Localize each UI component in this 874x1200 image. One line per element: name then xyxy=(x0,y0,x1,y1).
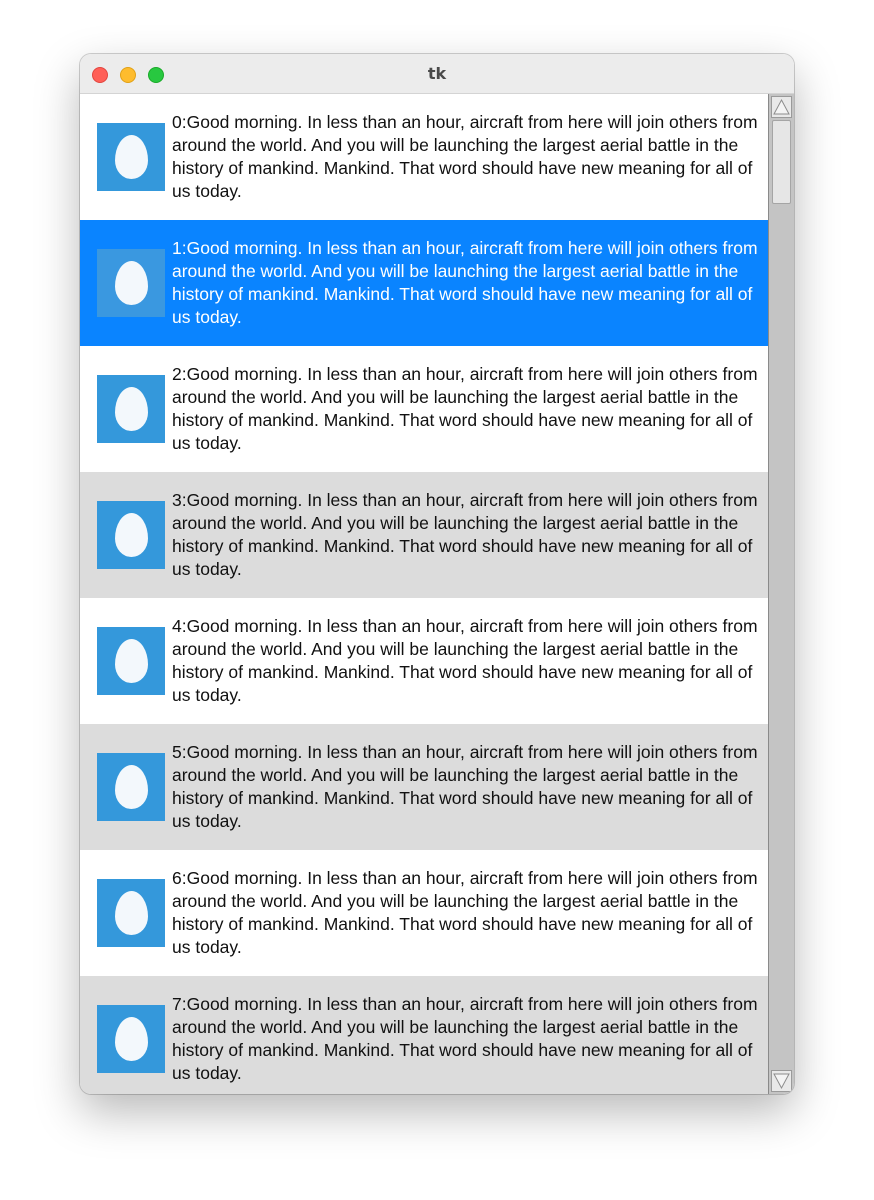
list-item-text: 7:Good morning. In less than an hour, aircraft from here will join others from around the world. And you will be launching the largest aerial battle in the history of mankind. Mankind. That word should have new meaning for all of us today. xyxy=(172,994,758,1083)
list-item[interactable] xyxy=(80,94,768,220)
list-item[interactable] xyxy=(80,850,768,976)
list-item-text: 6:Good morning. In less than an hour, aircraft from here will join others from around the world. And you will be launching the largest aerial battle in the history of mankind. Mankind. That word should have new meaning for all of us today. xyxy=(172,868,758,957)
egg-avatar-icon xyxy=(97,375,165,443)
vertical-scrollbar[interactable] xyxy=(768,94,794,1094)
list-item[interactable] xyxy=(80,724,768,850)
list-item[interactable] xyxy=(80,598,768,724)
list-item-selected[interactable] xyxy=(80,220,768,346)
message-list[interactable] xyxy=(80,94,768,1094)
egg-avatar-icon xyxy=(97,249,165,317)
egg-avatar-icon xyxy=(97,879,165,947)
egg-avatar-icon xyxy=(97,753,165,821)
list-item-text: 3:Good morning. In less than an hour, aircraft from here will join others from around the world. And you will be launching the largest aerial battle in the history of mankind. Mankind. That word should have new meaning for all of us today. xyxy=(172,490,758,579)
egg-avatar-icon xyxy=(97,1005,165,1073)
app-window xyxy=(80,54,794,1094)
egg-avatar-icon xyxy=(97,123,165,191)
scroll-down-arrow-icon[interactable] xyxy=(771,1070,792,1092)
egg-avatar-icon xyxy=(97,501,165,569)
scrollbar-thumb[interactable] xyxy=(772,120,791,204)
list-item[interactable] xyxy=(80,346,768,472)
list-item[interactable] xyxy=(80,472,768,598)
title-bar[interactable] xyxy=(80,54,794,94)
list-item-text: 2:Good morning. In less than an hour, aircraft from here will join others from around the world. And you will be launching the largest aerial battle in the history of mankind. Mankind. That word should have new meaning for all of us today. xyxy=(172,364,758,453)
list-item-text: 1:Good morning. In less than an hour, aircraft from here will join others from around the world. And you will be launching the largest aerial battle in the history of mankind. Mankind. That word should have new meaning for all of us today. xyxy=(172,238,758,327)
list-item-text: 0:Good morning. In less than an hour, aircraft from here will join others from around the world. And you will be launching the largest aerial battle in the history of mankind. Mankind. That word should have new meaning for all of us today. xyxy=(172,112,758,201)
scroll-up-arrow-icon[interactable] xyxy=(771,96,792,118)
window-title: tk xyxy=(427,64,447,83)
list-item[interactable] xyxy=(80,976,768,1094)
list-item-text: 5:Good morning. In less than an hour, aircraft from here will join others from around the world. And you will be launching the largest aerial battle in the history of mankind. Mankind. That word should have new meaning for all of us today. xyxy=(172,742,758,831)
list-item-text: 4:Good morning. In less than an hour, aircraft from here will join others from around the world. And you will be launching the largest aerial battle in the history of mankind. Mankind. That word should have new meaning for all of us today. xyxy=(172,616,758,705)
egg-avatar-icon xyxy=(97,627,165,695)
